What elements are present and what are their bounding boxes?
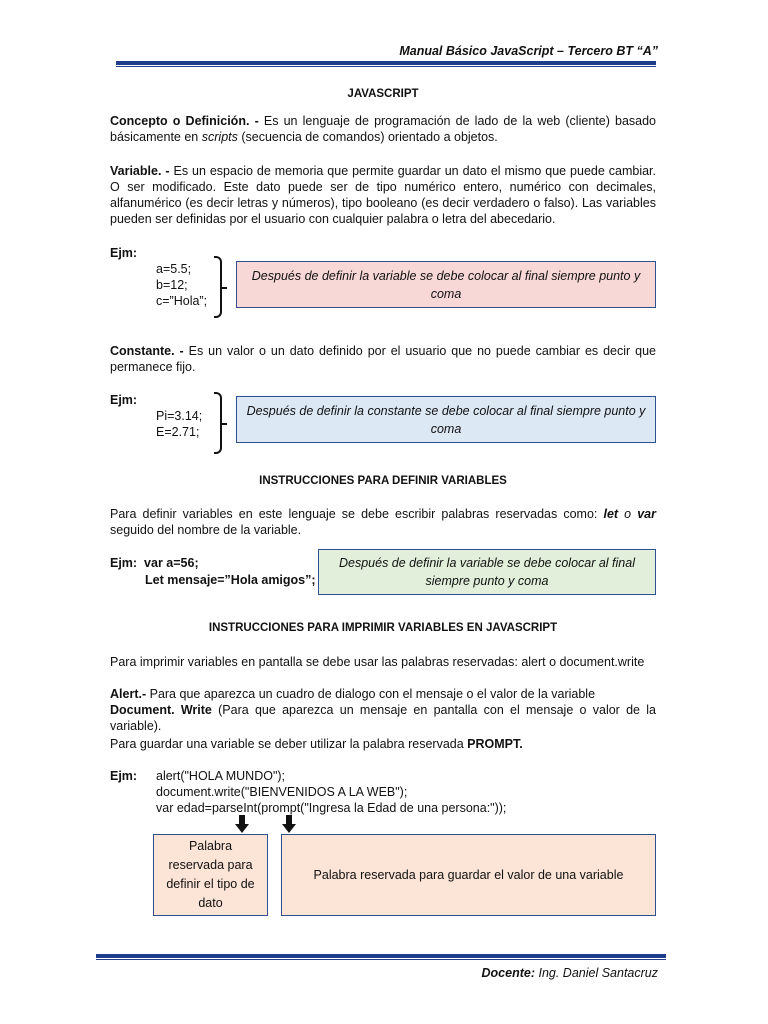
ejm3-line-1 [110,555,199,571]
section3-title: INSTRUCCIONES PARA IMPRIMIR VARIABLES EN JAVASCRIPT [208,622,558,634]
ejm3-code-1: var a=56; [144,556,199,570]
ejm4-line-1: alert("HOLA MUNDO"); [156,769,286,783]
var-keyword: var [637,507,656,521]
footer-rule [96,954,666,958]
concepto-text2: (secuencia de comandos) orientado a objetos. [241,130,498,144]
alert-paragraph [110,686,656,702]
o-word: o [624,507,632,521]
ejm1-note-box [236,261,656,308]
ejm1-line-1: a=5.5; [156,262,192,276]
footer-name: Ing. Daniel Santacruz [538,966,658,980]
ejm2-line-1: Pi=3.14; [156,409,203,423]
prompt-paragraph [110,736,656,752]
ejm3-note: Después de definir la variable se debe colocar al final siempre punto y coma [338,556,635,588]
concepto-paragraph [110,113,656,145]
concepto-scripts: scripts [201,130,238,144]
footer [482,966,658,980]
ejm2-code [156,408,202,440]
concepto-label: Concepto o Definición. - [110,114,259,128]
alert-text: Para que aparezca un cuadro de dialogo con el mensaje o el valor de la variable [149,687,596,701]
type-keyword-box [153,834,268,916]
header-rule [116,61,656,65]
document-write-text: (Para que aparezca un mensaje en pantalla con el mensaje o valor de la variable). [110,703,656,733]
variable-label: Variable. - [110,164,170,178]
ejm3-code-2: Let mensaje=”Hola amigos”; [145,573,316,587]
prompt-word: PROMPT. [467,737,523,751]
section2-title: INSTRUCCIONES PARA DEFINIR VARIABLES [259,475,507,487]
prompt-text: Para guardar una variable se deber utilizar la palabra reservada [110,737,464,751]
constante-label: Constante. - [110,344,184,358]
footer-label: Docente: [481,966,535,980]
type-keyword-text: Palabra reservada para definir el tipo de dato [166,839,255,910]
constante-text: Es un valor o un dato definido por el usuario que no puede cambiar es decir que permanece fijo. [110,344,656,374]
ejm1-line-2: b=12; [156,278,188,292]
ejm1-label: Ejm: [110,246,138,260]
arrow-down-icon-2 [282,815,296,833]
let-keyword: let [603,507,619,521]
concepto-text1: Es un lenguaje de programación de lado de la web (cliente) basado básicamente en [110,114,656,144]
document-write-paragraph [110,702,656,734]
ejm1-code [156,261,207,309]
arrow-down-icon-1 [235,815,249,833]
ejm4-code [156,768,506,816]
page-title: JAVASCRIPT [347,88,419,100]
ejm1-note: Después de definir la variable se debe colocar al final siempre punto y coma [251,268,641,301]
section3-paragraph-1: Para imprimir variables en pantalla se debe usar las palabras reservadas: alert o document.write [110,655,645,669]
alert-label: Alert.- [110,687,147,701]
section2-text2: seguido del nombre de la variable. [110,523,302,537]
variable-paragraph [110,163,656,227]
document-write-label: Document. Write [110,703,212,717]
ejm2-note-box [236,396,656,443]
ejm4-label: Ejm: [110,769,138,783]
section2-text: Para definir variables en este lenguaje se debe escribir palabras reservadas como: [110,507,598,521]
ejm1-line-3: c=”Hola”; [156,294,208,308]
prompt-keyword-text: Palabra reservada para guardar el valor de una variable [313,867,624,882]
ejm4-line-2: document.write("BIENVENIDOS A LA WEB"); [156,785,408,799]
ejm2-line-2: E=2.71; [156,425,200,439]
header-title: Manual Básico JavaScript – Tercero BT “A” [399,44,658,58]
ejm2-label: Ejm: [110,393,138,407]
footer-rule-thin [96,959,666,960]
prompt-keyword-box [281,834,656,916]
variable-text: Es un espacio de memoria que permite guardar un dato el mismo que puede cambiar. O ser modificado. Este dato puede ser de tipo numérico entero, numérico con decimales, alfanumérico (es decir letras y números), tipo booleano (es decir verdadero o falso). Las variables pueden ser definidas por el usuario con cualquier palabra o letra del abecedario. [110,164,656,226]
header-rule-thin [116,66,656,67]
ejm4-line-3: var edad=parseInt(prompt("Ingresa la Edad de una persona:")); [156,801,507,815]
ejm3-note-box [318,549,656,595]
ejm1-brace [214,256,222,318]
section2-paragraph [110,506,656,538]
constante-paragraph [110,343,656,375]
ejm2-brace [214,392,222,454]
ejm2-note: Después de definir la constante se debe colocar al final siempre punto y coma [246,403,646,436]
ejm3-label: Ejm: [110,556,138,570]
